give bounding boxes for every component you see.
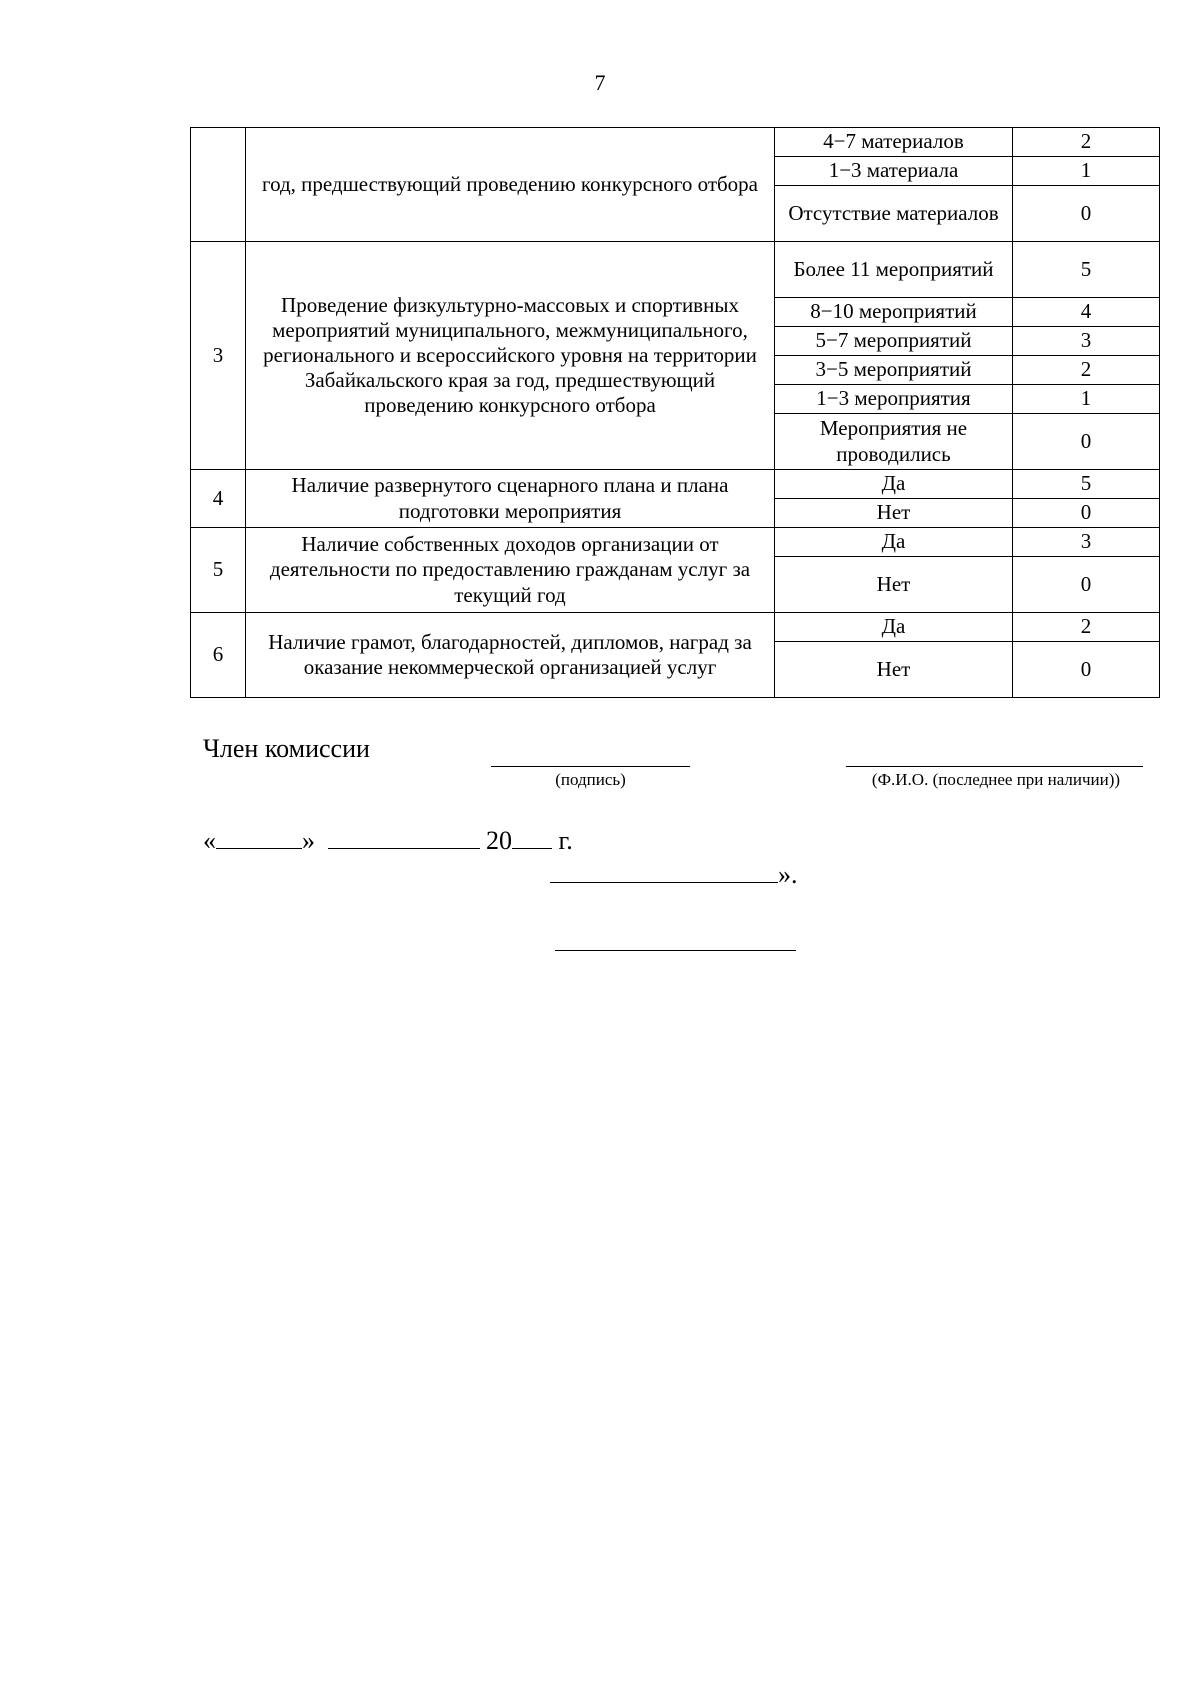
option-score: 3 (1013, 327, 1160, 356)
option-score: 2 (1013, 613, 1160, 642)
option-label: 1−3 мероприятия (775, 385, 1013, 414)
option-score: 5 (1013, 470, 1160, 499)
year-field[interactable] (512, 824, 552, 849)
option-label: Да (775, 470, 1013, 499)
table-row (191, 470, 1160, 499)
final-blank-line (555, 950, 796, 951)
criterion-number: 4 (191, 470, 246, 528)
day-field[interactable] (216, 824, 302, 849)
table-row (191, 128, 1160, 157)
table-row (191, 613, 1160, 642)
criterion-description: Проведение физкультурно-массовых и спортивных мероприятий муниципального, межмуниципального, регионального и всероссийского уровня на территории Забайкальского края за год, предшествующий проведению конкурсного отбора (246, 242, 775, 470)
option-label: Нет (775, 557, 1013, 613)
month-field[interactable] (328, 824, 480, 849)
option-label: Более 11 мероприятий (775, 242, 1013, 298)
commission-member-label: Член комиссии (203, 734, 370, 763)
option-label: 1−3 материала (775, 157, 1013, 186)
page-number: 7 (594, 70, 606, 95)
date-open-quote: « (203, 826, 216, 855)
option-score: 0 (1013, 557, 1160, 613)
option-score: 2 (1013, 356, 1160, 385)
year-suffix: г. (558, 826, 573, 855)
option-score: 0 (1013, 499, 1160, 528)
option-score: 5 (1013, 242, 1160, 298)
option-label: Мероприятия не проводились (775, 414, 1013, 470)
closing-line (550, 858, 798, 890)
date-close-quote: » (302, 826, 315, 855)
criterion-number (191, 128, 246, 242)
criterion-number: 5 (191, 528, 246, 613)
option-score: 2 (1013, 128, 1160, 157)
closing-quote: ». (778, 860, 798, 889)
option-score: 3 (1013, 528, 1160, 557)
option-score: 0 (1013, 414, 1160, 470)
option-label: Нет (775, 642, 1013, 698)
option-score: 4 (1013, 298, 1160, 327)
full-name-caption: (Ф.И.О. (последнее при наличии)) (871, 770, 1121, 789)
criterion-number: 6 (191, 613, 246, 698)
criterion-description: Наличие собственных доходов организации от деятельности по предоставлению гражданам услуг за текущий год (246, 528, 775, 613)
criterion-description: Наличие развернутого сценарного плана и плана подготовки мероприятия (246, 470, 775, 528)
option-label: 4−7 материалов (775, 128, 1013, 157)
table-row (191, 528, 1160, 557)
criteria-table (190, 127, 1160, 698)
option-score: 0 (1013, 186, 1160, 242)
option-label: 5−7 мероприятий (775, 327, 1013, 356)
option-label: 8−10 мероприятий (775, 298, 1013, 327)
option-label: Отсутствие материалов (775, 186, 1013, 242)
date-line (203, 824, 573, 856)
option-score: 0 (1013, 642, 1160, 698)
criterion-description: Наличие грамот, благодарностей, дипломов, наград за оказание некоммерческой организацией услуг (246, 613, 775, 698)
criterion-number: 3 (191, 242, 246, 470)
option-label: Да (775, 613, 1013, 642)
signature-caption: (подпись) (555, 770, 626, 789)
option-label: 3−5 мероприятий (775, 356, 1013, 385)
table-row (191, 242, 1160, 298)
closing-blank[interactable] (550, 858, 778, 883)
full-name-line[interactable] (846, 766, 1143, 767)
option-score: 1 (1013, 157, 1160, 186)
option-score: 1 (1013, 385, 1160, 414)
criterion-description: год, предшествующий проведению конкурсного отбора (246, 128, 775, 242)
option-label: Да (775, 528, 1013, 557)
option-label: Нет (775, 499, 1013, 528)
signature-line[interactable] (491, 766, 690, 767)
year-prefix: 20 (486, 826, 512, 855)
